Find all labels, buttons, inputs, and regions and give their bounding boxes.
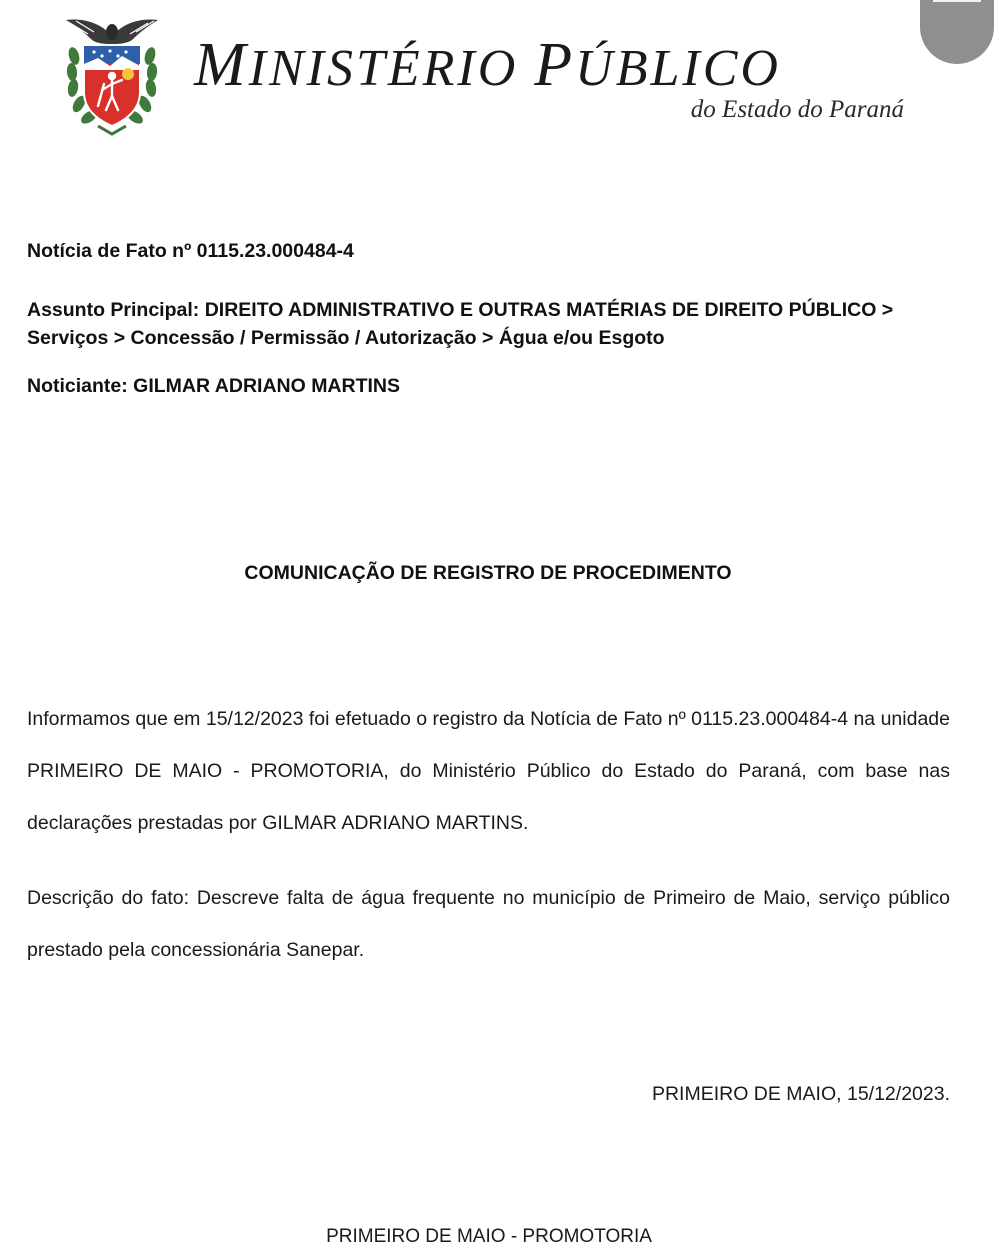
notifier: Noticiante: GILMAR ADRIANO MARTINS [27, 375, 401, 397]
body-paragraph-description: Descrição do fato: Descreve falta de água frequente no município de Primeiro de Maio, serviço público prestado pela concessionária Sanepar. [27, 887, 950, 961]
body-paragraph-registration: Informamos que em 15/12/2023 foi efetuado o registro da Notícia de Fato nº 0115.23.000484-4 na unidade PRIMEIRO DE MAIO - PROMOTORIA, do Ministério Público do Estado do Paraná, com base nas declarações prestadas por GILMAR ADRIANO MARTINS. [27, 708, 950, 834]
institution-subtitle: do Estado do Paraná [690, 96, 904, 123]
parana-coat-of-arms-icon [62, 14, 162, 140]
institution-name-initial-2: P [534, 31, 576, 99]
corner-menu-tab[interactable] [920, 0, 994, 64]
institution-name-initial-1: M [194, 31, 249, 99]
institution-name [194, 31, 781, 99]
institution-name-part-1: INISTÉRIO [248, 40, 535, 97]
main-subject: Assunto Principal: DIREITO ADMINISTRATIVO E OUTRAS MATÉRIAS DE DIREITO PÚBLICO > Serviços > Concessão / Permissão / Autorização > Água e/ou Esgoto [27, 299, 894, 349]
institution-name-part-2: ÚBLICO [575, 40, 781, 97]
menu-icon [933, 0, 981, 2]
issuing-unit: PRIMEIRO DE MAIO - PROMOTORIA [326, 1226, 652, 1247]
place-and-date: PRIMEIRO DE MAIO, 15/12/2023. [651, 1083, 950, 1105]
notice-number: Notícia de Fato nº 0115.23.000484-4 [27, 240, 354, 262]
document-heading: COMUNICAÇÃO DE REGISTRO DE PROCEDIMENTO [244, 562, 732, 584]
